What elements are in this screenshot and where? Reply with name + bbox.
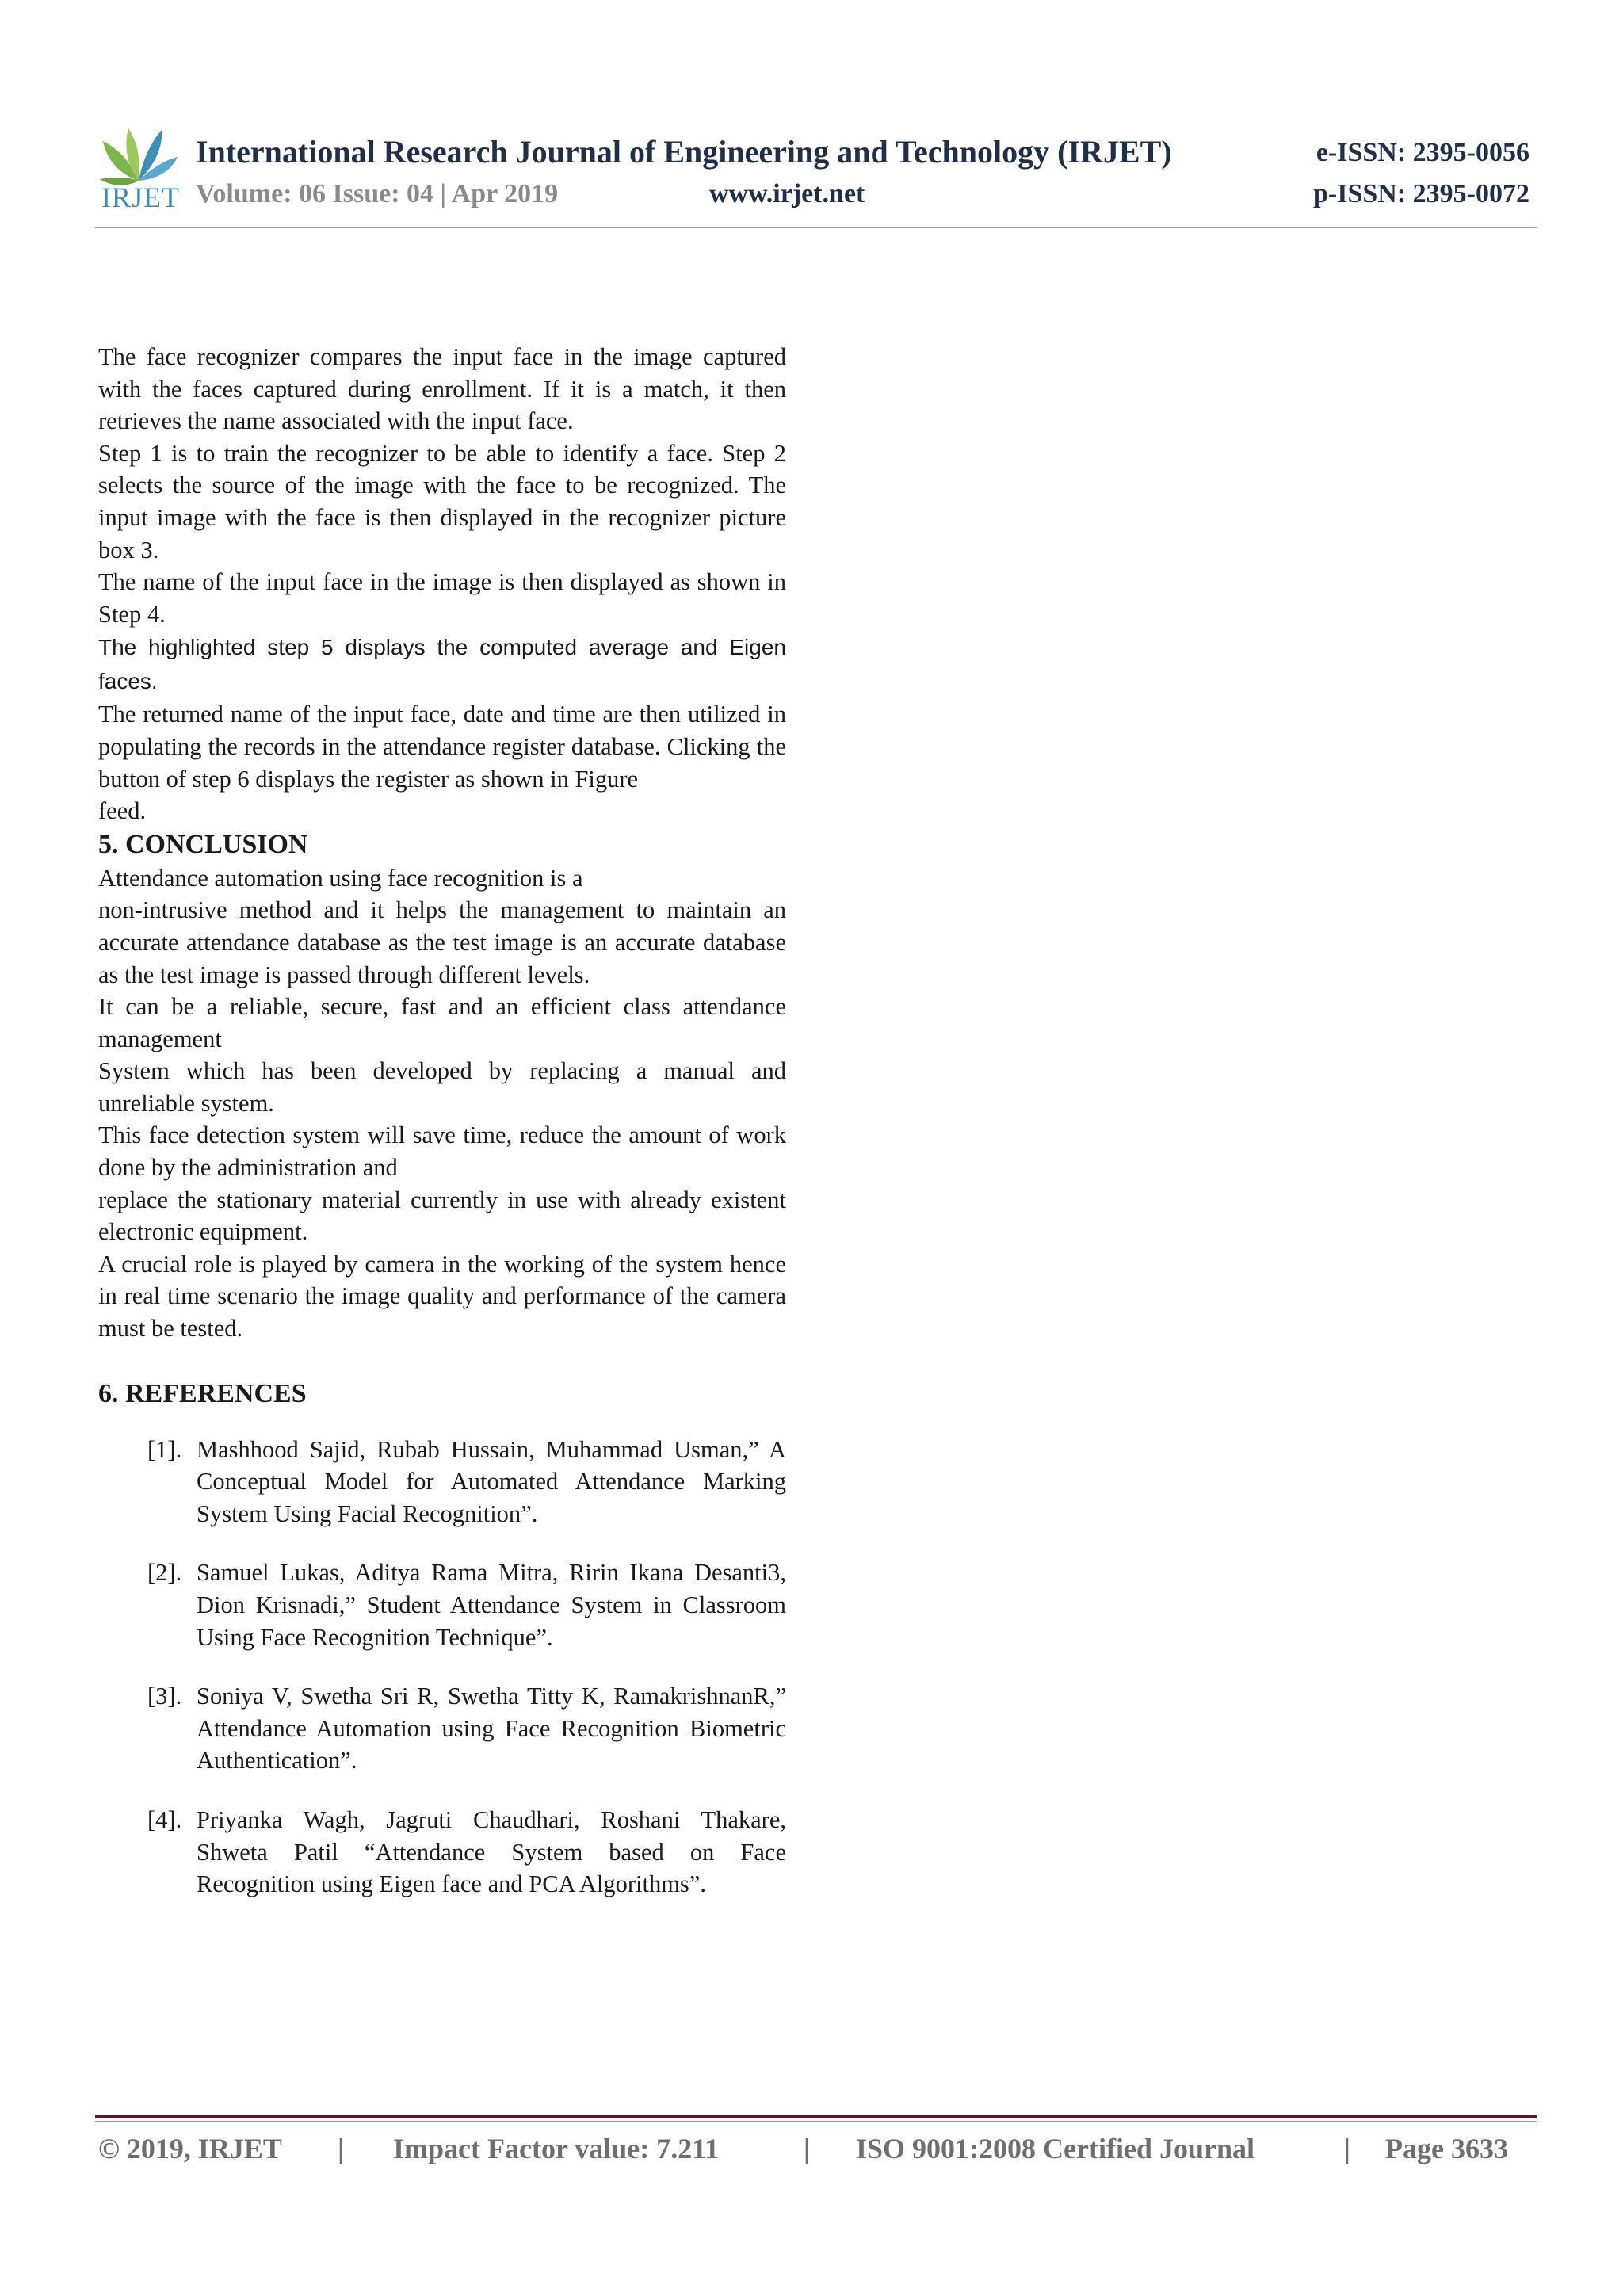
reference-item [147,1804,786,1901]
footer-separator: | [1344,2133,1350,2164]
footer-impact-factor: Impact Factor value: 7.211 [393,2133,720,2164]
body-paragraph: The highlighted step 5 displays the computed average and Eigen faces. [98,635,786,694]
body-paragraph: The name of the input face in the image is then displayed as shown in Step 4. [98,568,786,628]
footer-divider [95,2115,1537,2118]
page-footer [98,2132,1541,2179]
footer-divider-secondary [95,2121,1537,2122]
body-paragraph: The returned name of the input face, date and time are then utilized in populating the records in the attendance register database. Clicking the button of step 6 displays the register as shown in Figure [98,701,786,793]
references-heading: 6. REFERENCES [98,1378,307,1408]
reference-text: Soniya V, Swetha Sri R, Swetha Titty K, RamakrishnanR,” Attendance Automation using Face Recognition Biometric Authentication”. [197,1683,786,1775]
footer-separator: | [804,2133,810,2164]
conclusion-paragraph: Attendance automation using face recognition is a [98,864,583,892]
body-paragraph: feed. [98,797,147,825]
footer-iso: ISO 9001:2008 Certified Journal [856,2133,1254,2164]
reference-number: [4]. [147,1805,182,1833]
header-divider [95,227,1537,228]
reference-item [147,1680,786,1777]
footer-separator: | [338,2133,344,2164]
reference-item [147,1557,786,1653]
page-header [95,111,1537,230]
website-link[interactable]: www.irjet.net [709,179,865,208]
eissn: e-ISSN: 2395-0056 [1316,138,1529,167]
footer-copyright: © 2019, IRJET [98,2133,282,2164]
footer-page-number: Page 3633 [1385,2133,1508,2164]
conclusion-paragraph: non-intrusive method and it helps the management to maintain an accurate attendance database as the test image is an accurate database as the test image is passed through different levels. [98,896,786,988]
reference-text: Priyanka Wagh, Jagruti Chaudhari, Roshani Thakare, Shweta Patil “Attendance System based on Face Recognition using Eigen face and PCA Algorithms”. [197,1805,786,1898]
journal-title: International Research Journal of Engineering and Technology (IRJET) [196,134,1172,170]
reference-number: [1]. [147,1435,182,1463]
conclusion-paragraph: A crucial role is played by camera in the working of the system hence in real time scenario the image quality and performance of the camera must be tested. [98,1250,786,1343]
body-paragraph: The face recognizer compares the input face in the image captured with the faces captured during enrollment. If it is a match, it then retrieves the name associated with the input face. [98,343,786,435]
pissn: p-ISSN: 2395-0072 [1313,179,1529,208]
volume-issue: Volume: 06 Issue: 04 | Apr 2019 [196,179,559,208]
logo-text: IRJET [101,181,180,213]
reference-text: Mashhood Sajid, Rubab Hussain, Muhammad Usman,” A Conceptual Model for Automated Attendance Marking System Using Facial Recognition”. [197,1435,786,1527]
body-paragraph: Step 1 is to train the recognizer to be able to identify a face. Step 2 selects the source of the image with the face to be recognized. The input image with the face is then displayed in the recognizer picture box 3. [98,439,786,563]
reference-number: [3]. [147,1683,182,1710]
reference-text: Samuel Lukas, Aditya Rama Mitra, Ririn Ikana Desanti3, Dion Krisnadi,” Student Attendance System in Classroom Using Face Recognition Technique”. [197,1559,786,1651]
conclusion-paragraph: System which has been developed by replacing a manual and unreliable system. [98,1057,786,1117]
conclusion-paragraph: replace the stationary material currently in use with already existent electronic equipment. [98,1186,786,1246]
conclusion-paragraph: This face detection system will save time, reduce the amount of work done by the administration and [98,1121,786,1182]
conclusion-heading: 5. CONCLUSION [98,829,308,859]
reference-number: [2]. [147,1559,182,1587]
body-column [98,341,786,1927]
reference-item [147,1434,786,1530]
conclusion-paragraph: It can be a reliable, secure, fast and an efficient class attendance management [98,993,786,1052]
